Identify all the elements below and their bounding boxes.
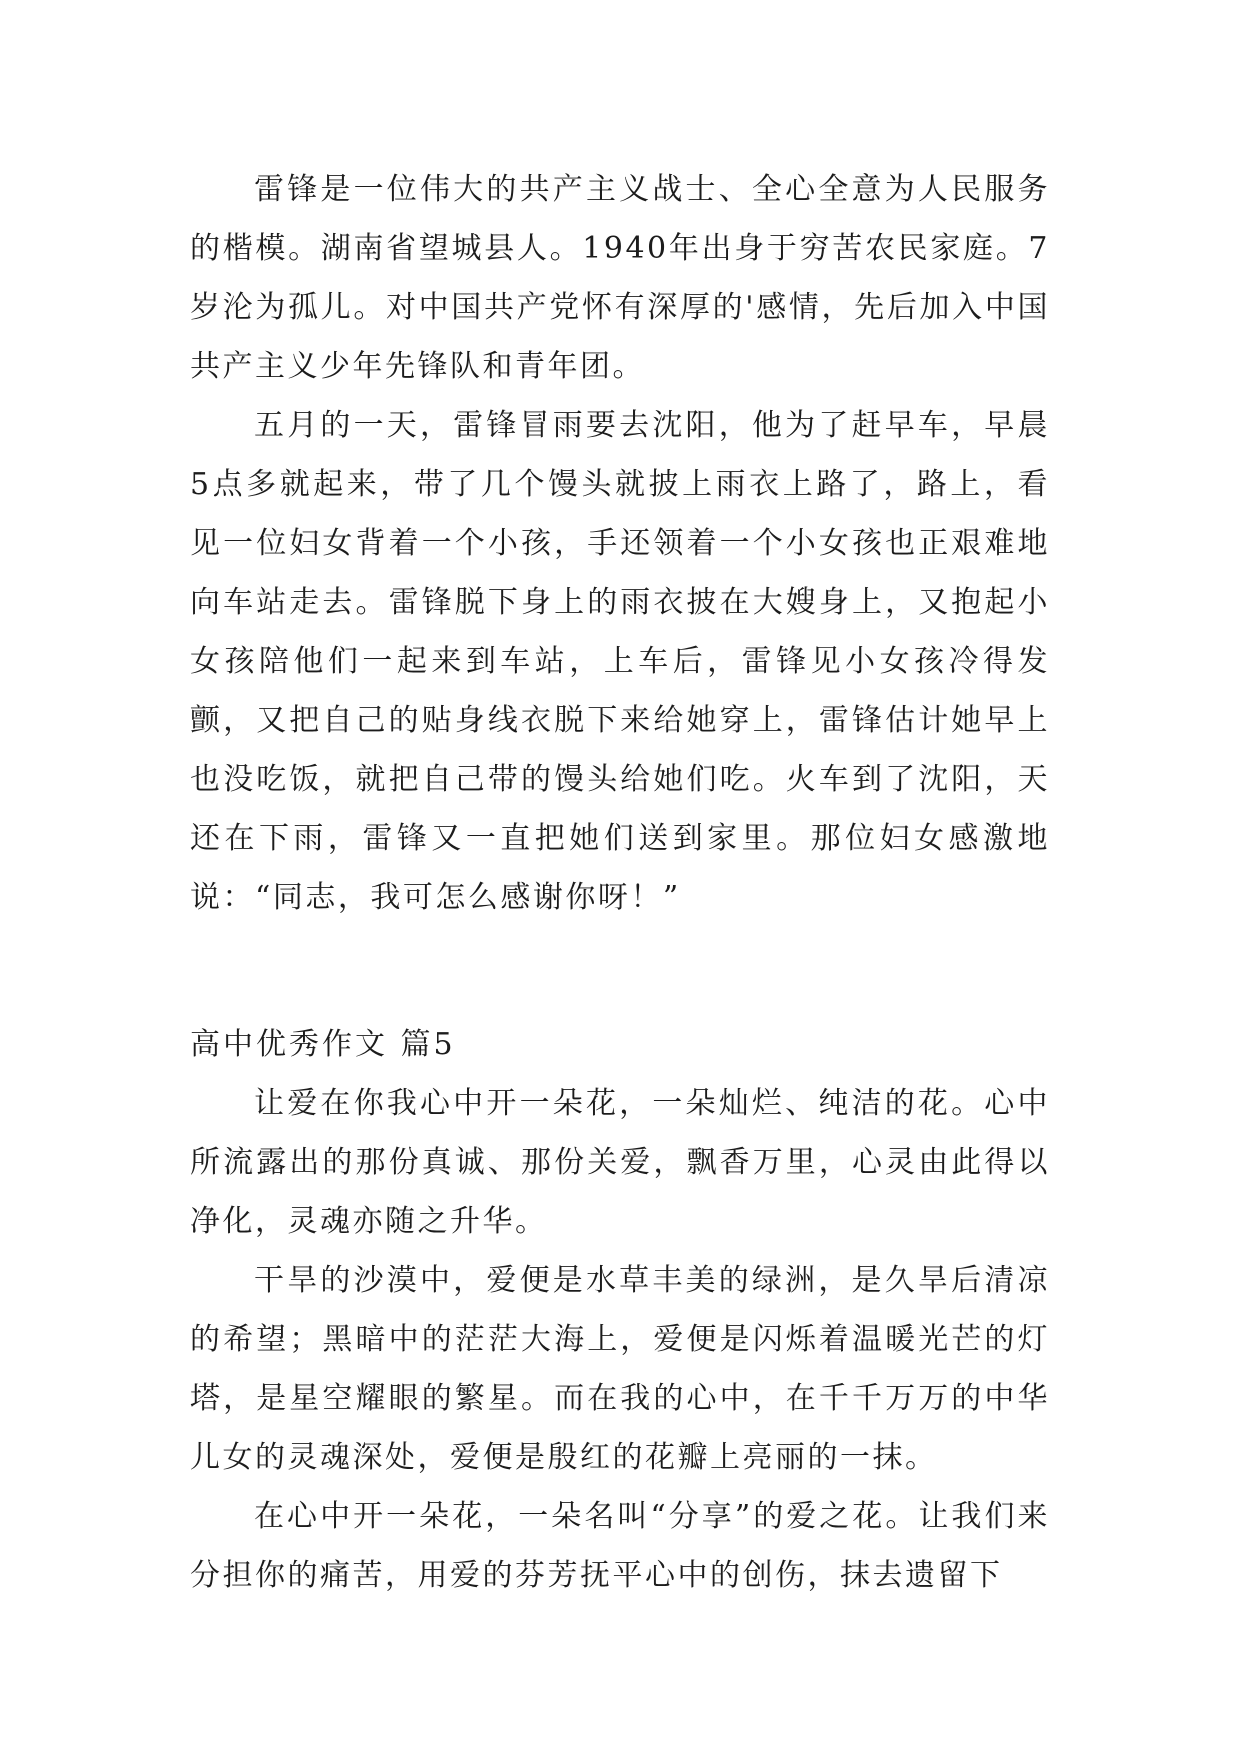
paragraph-love-flower: 让爱在你我心中开一朵花，一朵灿烂、纯洁的花。心中所流露出的那份真诚、那份关爱，飘香万里，心灵由此得以净化，灵魂亦随之升华。 <box>190 1086 1050 1239</box>
paragraph-lei-feng-intro: 雷锋是一位伟大的共产主义战士、全心全意为人民服务的楷模。湖南省望城县人。1940年出身于穷苦农民家庭。7岁沦为孤儿。对中国共产党怀有深厚的'感情，先后加入中国共产主义少年先锋队和青年团。 <box>190 172 1050 384</box>
section-heading: 高中优秀作文 篇5 <box>190 1027 456 1062</box>
paragraph-lei-feng-story: 五月的一天，雷锋冒雨要去沈阳，他为了赶早车，早晨5点多就起来，带了几个馒头就披上雨衣上路了，路上，看见一位妇女背着一个小孩，手还领着一个小女孩也正艰难地向车站走去。雷锋脱下身上的雨衣披在大嫂身上，又抱起小女孩陪他们一起来到车站，上车后，雷锋见小女孩冷得发颤，又把自己的贴身线衣脱下来给她穿上，雷锋估计她早上也没吃饭，就把自己带的馒头给她们吃。火车到了沈阳，天还在下雨，雷锋又一直把她们送到家里。那位妇女感激地说：“同志，我可怎么感谢你呀！” <box>190 408 1050 915</box>
paragraph-love-metaphors: 干旱的沙漠中，爱便是水草丰美的绿洲，是久旱后清凉的希望；黑暗中的茫茫大海上，爱便是闪烁着温暖光芒的灯塔，是星空耀眼的繁星。而在我的心中，在千千万万的中华儿女的灵魂深处，爱便是殷红的花瓣上亮丽的一抹。 <box>190 1263 1050 1475</box>
document-body <box>190 160 1050 1605</box>
paragraph-sharing: 在心中开一朵花，一朵名叫“分享”的爱之花。让我们来分担你的痛苦，用爱的芬芳抚平心中的创伤，抹去遗留下 <box>190 1499 1050 1593</box>
